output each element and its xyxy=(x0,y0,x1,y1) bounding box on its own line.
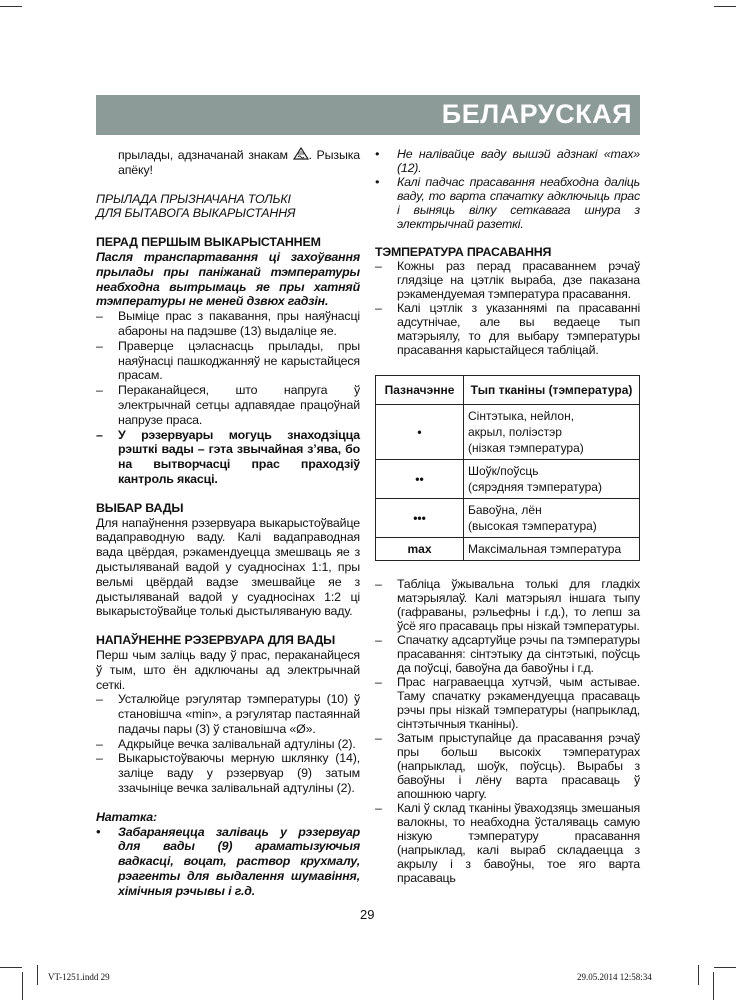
list-item-bold xyxy=(96,428,360,487)
list-item xyxy=(96,692,360,736)
note-heading: Нататка: xyxy=(96,809,158,824)
list-item-text: Кожны раз перад прасаваннем рэчаў глядзіце на цэтлік выраба, дзе паказана рэкамендуемая тэмпература прасавання. xyxy=(397,259,640,301)
list-item-text: Адкрыйце вечка залівальнай адтуліны (2). xyxy=(118,736,356,751)
table-header-row xyxy=(376,376,640,405)
dash-marker: – xyxy=(375,301,382,315)
crop-mark xyxy=(0,967,22,968)
list-item-text: У рэзервуары могуць знаходзіцца рэшткі вады – гэта звычайная з’ява, бо на вытворчасці прас праходзіў кантроль якасці. xyxy=(118,427,360,486)
dash-marker: – xyxy=(375,577,382,591)
list-item-text: Праверце цэласнасць прылады, пры наяўнасці пашкоджанняў не карыстайцеся прасам. xyxy=(118,338,360,383)
fabric-line: Бавоўна, лён xyxy=(468,503,542,517)
dash-marker: – xyxy=(375,675,382,689)
list-item-text: Табліца ўжывальна толькі для гладкіх матэрыялаў. Калі матэрыял іншага тыпу (гафраваны, рэльефны і г.д.), то лепш за ўсё яго прасаваць пры нізкай тэмпературы. xyxy=(397,577,640,633)
storage-warning: Пасля транспартавання ці захоўвання прылады пры паніжанай тэмпературы неабходна вытрымаць яе пры хатняй тэмпературы не меней дзвюх гадзін. xyxy=(96,249,360,309)
dash-marker: – xyxy=(375,633,382,647)
fabric-cell xyxy=(464,405,640,460)
list-item xyxy=(375,801,640,885)
list-item xyxy=(375,675,640,731)
dash-marker: – xyxy=(96,383,103,398)
bullet-marker: • xyxy=(96,824,101,839)
list-item xyxy=(375,259,640,301)
fabric-line: (нізкая тэмпература) xyxy=(468,441,584,455)
hot-surface-warning-icon xyxy=(293,147,309,160)
list-item-text: Затым прыступайце да прасавання рэчаў пры больш высокіх тэмпературах (напрыклад, шоўк, поўсць). Вырабы з бавоўны і лёну варта прасаваць ў апошнюю чаргу. xyxy=(397,731,640,801)
list-item xyxy=(96,383,360,427)
crop-mark xyxy=(714,967,736,968)
fabric-line: Шоўк/поўсць xyxy=(468,464,539,478)
table-row xyxy=(376,460,640,499)
footer-timestamp: 29.05.2014 12:58:34 xyxy=(577,972,652,982)
list-item-text: Калі ў склад тканіны ўваходзяць змешаныя валокны, то неабходна ўсталяваць самую нізкую тэмпературу прасавання (напрыклад, калі выраб складаецца з акрылу і з бавоўны, тое яго варта прасаваць xyxy=(397,801,640,885)
table-row xyxy=(376,499,640,538)
table-header: Пазначэнне xyxy=(376,376,464,405)
fabric-cell xyxy=(464,460,640,499)
list-item-text: Спачатку адсартуйце рэчы па тэмпературы прасавання: сінтэтыку да сінтэтыкі, поўсць да поўсці, бавоўна да бавоўны і г.д. xyxy=(397,633,640,675)
intro-text: прылады, адзначанай знакам xyxy=(118,148,288,162)
crop-mark xyxy=(37,965,38,985)
notice-line: ПРЫЛАДА ПРЫЗНАЧАНА ТОЛЬКІ xyxy=(96,191,291,206)
crop-mark xyxy=(698,965,699,985)
fabric-cell xyxy=(464,499,640,538)
list-item-text: Выміце прас з пакавання, пры наяўнасці абароны на падэшве (13) выдаліце яе. xyxy=(118,309,360,338)
section-heading-first-use: ПЕРАД ПЕРШЫМ ВЫКАРЫСТАННЕМ xyxy=(96,235,321,250)
dash-marker: – xyxy=(96,338,103,353)
fabric-cell xyxy=(464,538,640,561)
list-item xyxy=(375,301,640,357)
list-item xyxy=(96,339,360,383)
note-item xyxy=(96,825,360,899)
section-heading-ironing-temperature: ТЭМПЕРАТУРА ПРАСАВАННЯ xyxy=(375,245,552,259)
temperature-table xyxy=(375,375,640,561)
crop-mark xyxy=(714,6,736,7)
bullet-marker: • xyxy=(375,175,380,189)
page-number: 29 xyxy=(360,907,375,922)
list-item xyxy=(375,577,640,633)
symbol-cell: •• xyxy=(376,460,464,499)
fabric-line: (высокая тэмпература) xyxy=(468,519,597,533)
dash-marker: – xyxy=(96,736,103,751)
notice-line: ДЛЯ БЫТАВОГА ВЫКАРЫСТАННЯ xyxy=(96,206,296,221)
left-column xyxy=(96,147,360,899)
fabric-line: (сярэдняя тэмпература) xyxy=(468,480,602,494)
list-item xyxy=(96,309,360,339)
list-item-text: Усталюйце рэгулятар тэмпературы (10) ў становішча «min», а рэгулятар пастаяннай падачы пары (3) ў становішча «Ø». xyxy=(118,692,360,736)
right-column xyxy=(375,147,640,885)
list-item-text: Калі падчас прасавання неабходна даліць ваду, то варта спачатку адключыць прас і выняць вілку сеткавага шнура з электрычнай разеткі. xyxy=(397,175,640,231)
symbol-cell: • xyxy=(376,405,464,460)
fabric-line: Сінтэтыка, нейлон, xyxy=(468,409,575,423)
dash-marker: – xyxy=(96,692,103,707)
note-item xyxy=(375,175,640,231)
water-choice-text: Для напаўнення рэзервуара выкарыстоўвайце вадаправодную ваду. Калі вадаправодная вада цвёрдая, рэкамендуецца змешваць яе з дыстыляванай вадой у суадносінах 1:1, пры вельмі цвёрдай вадзе змешвайце яе з дыстыляванай вадой у суадносінах 1:2 ці выкарыстоўвайце толькі дыстыляваную ваду. xyxy=(96,515,360,619)
intro-text-tail: . Рызыка апёку! xyxy=(118,148,360,177)
symbol-cell: ••• xyxy=(376,499,464,538)
dash-marker: – xyxy=(96,427,103,442)
list-item-text: Пераканайцеся, што напруга ў электрычнай сетцы адпавядае працоўнай напрузе праса. xyxy=(118,383,360,427)
table-row xyxy=(376,405,640,460)
note-item xyxy=(375,147,640,175)
dash-marker: – xyxy=(375,731,382,745)
table-row xyxy=(376,538,640,561)
language-title: БЕЛАРУСКАЯ xyxy=(441,99,632,129)
crop-mark xyxy=(22,972,23,1000)
dash-marker: – xyxy=(96,751,103,766)
fabric-line: Максімальная тэмпература xyxy=(468,542,622,556)
symbol-cell: max xyxy=(376,538,464,561)
crop-mark xyxy=(0,6,22,7)
list-item xyxy=(96,737,360,752)
dash-marker: – xyxy=(375,259,382,273)
list-item-text: Выкарыстоўваючы мерную шклянку (14), заліце ваду у рэзервуар (9) затым ззачыніце вечка залівальнай адтуліны (2). xyxy=(118,751,360,796)
filling-text: Перш чым заліць ваду ў прас, пераканайцеся ў тым, што ён адключаны ад электрычнай сеткі. xyxy=(96,647,360,692)
fabric-line: акрыл, поліэстэр xyxy=(468,425,562,439)
list-item xyxy=(375,731,640,801)
list-item xyxy=(96,751,360,795)
list-item xyxy=(375,633,640,675)
dash-marker: – xyxy=(375,801,382,815)
list-item-text: Прас награваецца хутчэй, чым астывае. Таму спачатку рэкамендуецца прасаваць рэчы пры нізкай тэмпературы (напрыклад, сінтэтычныя тканіны). xyxy=(397,675,640,731)
list-item-text: Калі цэтлік з указаннямі па прасаванні адсутнічае, але вы ведаеце тып матэрыялу, то для выбару тэмпературы прасавання карыстайцеся табліцай. xyxy=(397,301,640,357)
section-heading-filling: НАПАЎНЕННЕ РЭЗЕРВУАРА ДЛЯ ВАДЫ xyxy=(96,633,336,648)
dash-marker: – xyxy=(96,309,103,324)
intro-paragraph xyxy=(96,147,360,178)
crop-mark xyxy=(713,972,714,1000)
list-item-text: Не налівайце ваду вышэй адзнакі «max» (12). xyxy=(397,147,640,175)
bullet-marker: • xyxy=(375,147,380,161)
list-item-text: Забараняецца заліваць у рэзервуар для вады (9) араматызуючыя вадкасці, воцат, раствор крухмалу, рэагенты для выдалення шумавіння, хімічныя рэчывы і г.д. xyxy=(118,824,360,898)
language-header-bar xyxy=(96,95,640,135)
section-heading-water-choice: ВЫБАР ВАДЫ xyxy=(96,500,184,515)
table-header: Тып тканіны (тэмпература) xyxy=(464,376,640,405)
footer-file: VT-1251.indd 29 xyxy=(48,972,110,982)
